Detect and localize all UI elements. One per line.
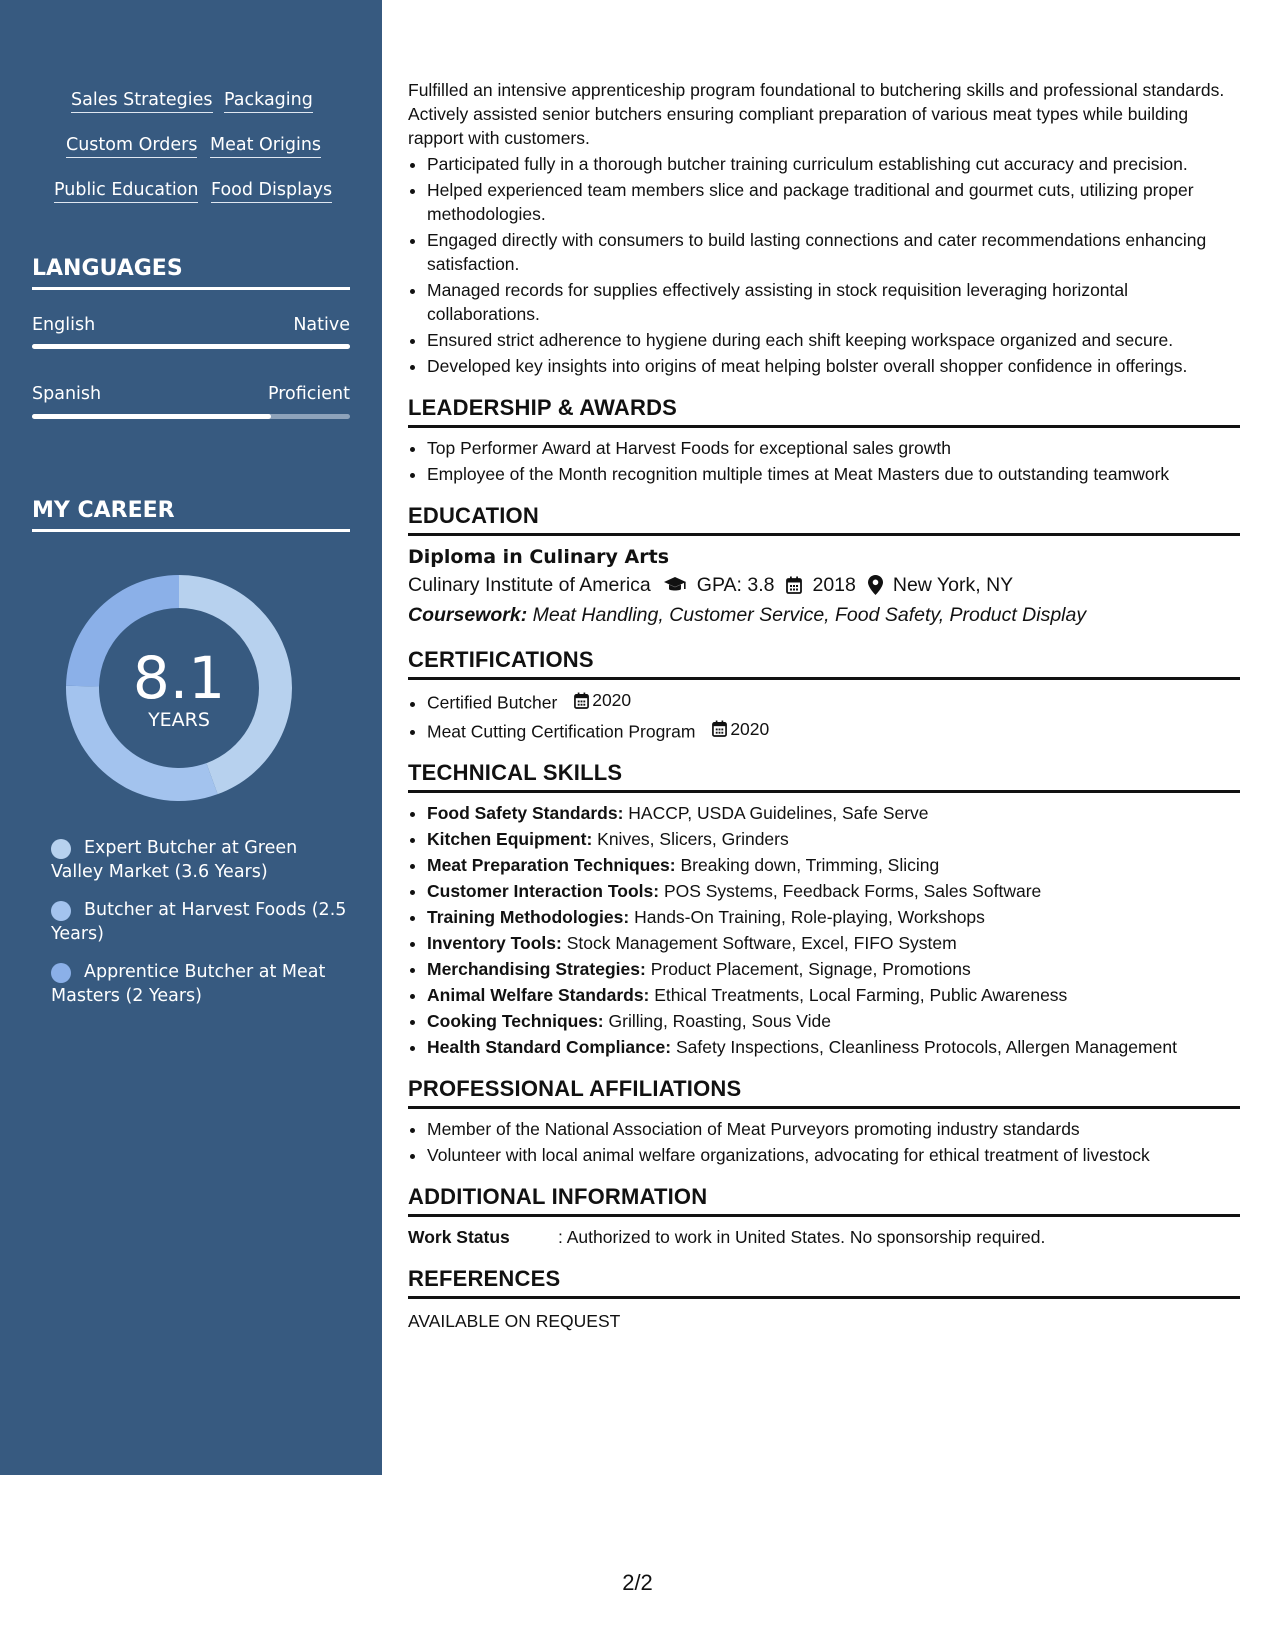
skill-label: Customer Interaction Tools: <box>427 881 660 901</box>
skill-tag: Public Education <box>54 180 198 203</box>
list-item: • Helped experienced team members slice and package traditional and gourmet cuts, utilizing proper methodologies. <box>427 178 1240 226</box>
skill-tag: Custom Orders <box>66 135 197 158</box>
certifications-heading: CERTIFICATIONS <box>408 646 1240 680</box>
career-item <box>51 898 351 946</box>
skill-label: Animal Welfare Standards: <box>427 985 650 1005</box>
coursework-list: Meat Handling, Customer Service, Food Safety, Product Display <box>532 604 1087 626</box>
work-status-label: Work Status <box>408 1227 510 1247</box>
language-bar <box>32 414 350 419</box>
career-list <box>51 836 351 1022</box>
career-item <box>51 836 351 884</box>
graduation-cap-icon <box>663 576 687 594</box>
list-item: • Managed records for supplies effectively assisting in stock requisition leveraging horizontal collaborations. <box>427 278 1240 326</box>
career-dot-icon <box>51 839 71 859</box>
calendar-icon <box>786 576 802 594</box>
leadership-heading: LEADERSHIP & AWARDS <box>408 394 1240 428</box>
education-coursework <box>408 600 1240 630</box>
skill-label: Health Standard Compliance: <box>427 1037 672 1057</box>
experience-bullets <box>408 152 1240 378</box>
language-bar <box>32 344 350 349</box>
career-total-unit: YEARS <box>148 709 210 731</box>
skill-value: POS Systems, Feedback Forms, Sales Software <box>663 881 1042 901</box>
career-item <box>51 960 351 1008</box>
location-pin-icon <box>868 575 883 595</box>
skill-label: Food Safety Standards: <box>427 803 624 823</box>
list-item: • Engaged directly with consumers to build lasting connections and cater recommendations enhancing satisfaction. <box>427 228 1240 276</box>
skill-tag: Meat Origins <box>210 135 321 158</box>
certification-year: 2020 <box>592 690 632 710</box>
list-item <box>427 853 1240 877</box>
languages-heading: LANGUAGES <box>32 255 350 290</box>
main-content <box>408 78 1240 1333</box>
career-item-label: Apprentice Butcher at Meat Masters (2 Years) <box>51 962 326 1006</box>
career-dot-icon <box>51 963 71 983</box>
skill-value: Knives, Slicers, Grinders <box>597 829 789 849</box>
calendar-icon <box>712 720 727 737</box>
certification-name: Meat Cutting Certification Program <box>427 721 696 741</box>
affiliations-heading: PROFESSIONAL AFFILIATIONS <box>408 1075 1240 1109</box>
list-item <box>427 688 1240 715</box>
language-row <box>32 383 350 405</box>
skill-tag: Packaging <box>224 90 313 113</box>
additional-info-heading: ADDITIONAL INFORMATION <box>408 1183 1240 1217</box>
career-dot-icon <box>51 901 71 921</box>
certification-name: Certified Butcher <box>427 692 558 713</box>
career-heading: MY CAREER <box>32 497 350 532</box>
certification-year: 2020 <box>730 718 770 739</box>
language-bar-fill <box>32 344 350 349</box>
references-text: AVAILABLE ON REQUEST <box>408 1311 621 1331</box>
language-level: Proficient <box>268 384 350 404</box>
skill-tag: Food Displays <box>211 180 332 203</box>
career-item-label: Expert Butcher at Green Valley Market (3.6 Years) <box>51 838 298 882</box>
work-status-value: : Authorized to work in United States. No sponsorship required. <box>558 1227 1046 1247</box>
skill-label: Cooking Techniques: <box>427 1011 604 1031</box>
career-total-value: 8.1 <box>132 644 226 712</box>
skill-value: Hands-On Training, Role-playing, Workshops <box>634 907 985 927</box>
education-location: New York, NY <box>892 574 1014 596</box>
certifications-list <box>408 688 1240 743</box>
references-heading: REFERENCES <box>408 1265 1240 1299</box>
list-item: • Volunteer with local animal welfare organizations, advocating for ethical treatment of livestock <box>427 1143 1240 1167</box>
career-item-label: Butcher at Harvest Foods (2.5 Years) <box>51 900 347 944</box>
language-name: English <box>32 315 96 335</box>
language-name: Spanish <box>32 384 102 404</box>
list-item: • Employee of the Month recognition multiple times at Meat Masters due to outstanding teamwork <box>427 462 1240 486</box>
skill-value: Grilling, Roasting, Sous Vide <box>608 1011 831 1031</box>
skill-value: HACCP, USDA Guidelines, Safe Serve <box>628 803 929 823</box>
language-bar-fill <box>32 414 271 419</box>
list-item <box>427 957 1240 981</box>
skill-value: Breaking down, Trimming, Slicing <box>680 855 940 875</box>
list-item: • Ensured strict adherence to hygiene during each shift keeping workspace organized and secure. <box>427 328 1240 352</box>
list-item <box>427 879 1240 903</box>
skill-label: Meat Preparation Techniques: <box>427 855 676 875</box>
skill-tag: Sales Strategies <box>71 90 213 113</box>
language-level: Native <box>293 315 350 335</box>
list-item <box>427 931 1240 955</box>
work-status-row <box>408 1225 1240 1249</box>
education-year: 2018 <box>812 574 856 596</box>
technical-skills-heading: TECHNICAL SKILLS <box>408 759 1240 793</box>
list-item: • Top Performer Award at Harvest Foods for exceptional sales growth <box>427 436 1240 460</box>
calendar-icon <box>574 692 589 709</box>
page-number: 2/2 <box>622 1570 653 1595</box>
language-row <box>32 314 350 336</box>
experience-summary: Fulfilled an intensive apprenticeship program foundational to butchering skills and professional standards. Actively assisted senior butchers ensuring compliant preparation of various meat types while building rapport with customers. <box>408 80 1225 148</box>
list-item <box>427 983 1240 1007</box>
list-item <box>427 1035 1240 1059</box>
education-degree: Diploma in Culinary Arts <box>408 546 670 568</box>
affiliations-list <box>408 1117 1240 1167</box>
skill-value: Product Placement, Signage, Promotions <box>650 959 971 979</box>
list-item <box>427 827 1240 851</box>
education-details <box>408 570 1240 600</box>
skill-label: Kitchen Equipment: <box>427 829 593 849</box>
skill-value: Stock Management Software, Excel, FIFO System <box>566 933 957 953</box>
list-item: • Developed key insights into origins of meat helping bolster overall shopper confidence in offerings. <box>427 354 1240 378</box>
skill-value: Safety Inspections, Cleanliness Protocols, Allergen Management <box>675 1037 1177 1057</box>
sidebar <box>0 0 382 1475</box>
list-item <box>427 801 1240 825</box>
list-item: • Member of the National Association of Meat Purveyors promoting industry standards <box>427 1117 1240 1141</box>
education-gpa: GPA: 3.8 <box>696 574 775 596</box>
leadership-list <box>408 436 1240 486</box>
technical-skills-list <box>408 801 1240 1059</box>
list-item <box>427 717 1240 744</box>
education-heading: EDUCATION <box>408 502 1240 536</box>
list-item <box>427 905 1240 929</box>
skill-value: Ethical Treatments, Local Farming, Public Awareness <box>654 985 1068 1005</box>
skill-label: Training Methodologies: <box>427 907 630 927</box>
skill-label: Inventory Tools: <box>427 933 562 953</box>
education-school: Culinary Institute of America <box>408 574 651 596</box>
skill-label: Merchandising Strategies: <box>427 959 646 979</box>
list-item <box>427 1009 1240 1033</box>
coursework-label: Coursework: <box>408 604 528 626</box>
list-item: • Participated fully in a thorough butcher training curriculum establishing cut accuracy and precision. <box>427 152 1240 176</box>
